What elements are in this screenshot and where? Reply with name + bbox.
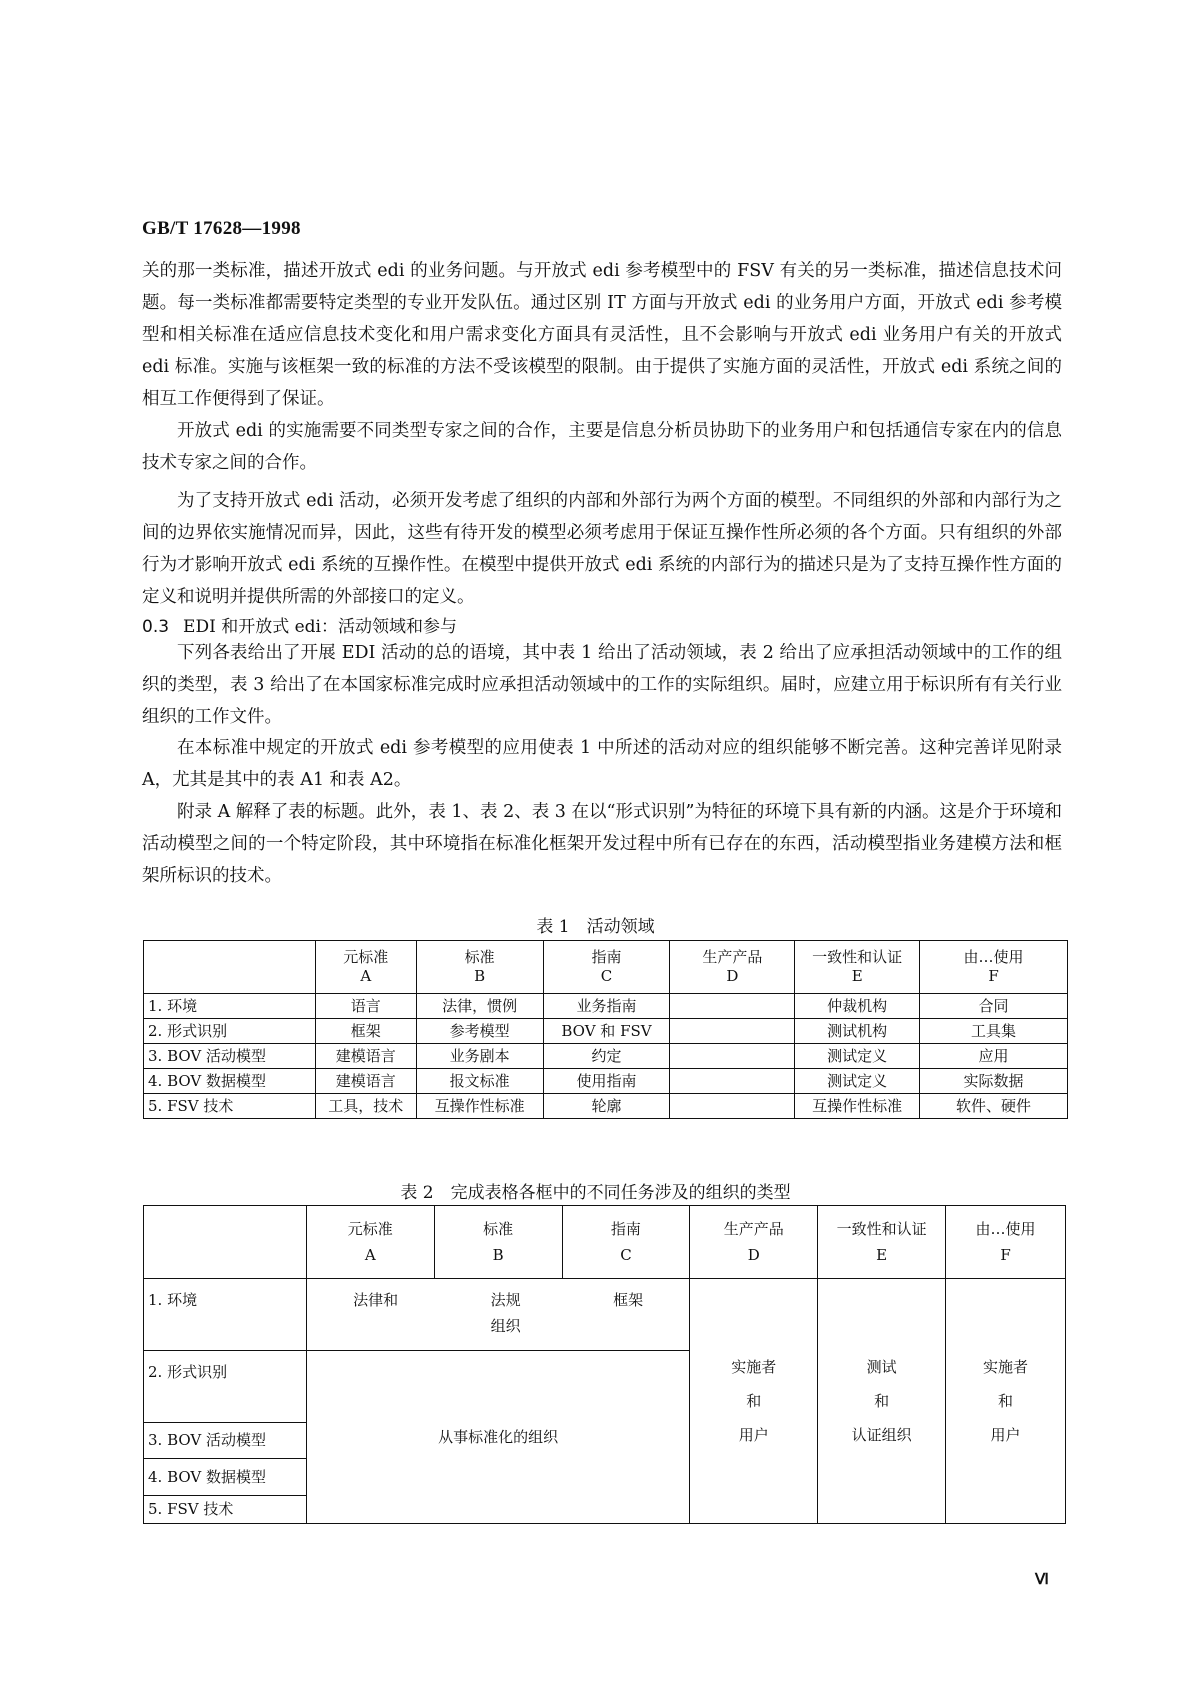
row-label: 3. BOV 活动模型: [144, 1423, 307, 1459]
table-cell: 框架: [315, 1019, 416, 1044]
table-row: [144, 994, 1068, 1019]
document-id: GB/T 17628—1998: [142, 218, 301, 239]
column-header: 标准 B: [416, 941, 543, 994]
section-number: 0.3: [142, 617, 170, 637]
column-header: 一致性和认证 E: [818, 1206, 946, 1279]
column-header: 生产产品 D: [690, 1206, 818, 1279]
table-header-row: [144, 941, 1068, 994]
table2-caption: 表 2 完成表格各框中的不同任务涉及的组织的类型: [400, 1183, 791, 1203]
environment-orgs-cell: [306, 1279, 690, 1351]
table-cell: 仲裁机构: [795, 994, 920, 1019]
env-cell-c: 框架: [613, 1291, 644, 1309]
table-cell: [670, 994, 795, 1019]
section-heading: [142, 612, 457, 637]
env-cell-b: 法规 组织: [490, 1291, 521, 1335]
table-cell: 软件、硬件: [920, 1094, 1068, 1119]
standardization-orgs-cell: 从事标准化的组织: [306, 1351, 690, 1524]
column-header: 标准 B: [434, 1206, 562, 1279]
table1-caption: 表 1 活动领域: [536, 917, 655, 937]
table-cell: 工具，技术: [315, 1094, 416, 1119]
column-header: 元标准 A: [306, 1206, 434, 1279]
row-label: 4. BOV 数据模型: [144, 1459, 307, 1496]
table-header-row: [144, 1206, 1066, 1279]
env-cell-a: 法律和: [353, 1291, 399, 1309]
table-activity-domains: [143, 940, 1068, 1119]
table-cell: 业务指南: [543, 994, 670, 1019]
table-cell: 测试机构: [795, 1019, 920, 1044]
section-paragraph-3: 附录 A 解释了表的标题。此外，表 1、表 2、表 3 在以“形式识别”为特征的环境下具有新的内涵。这是介于环境和活动模型之间的一个特定阶段，其中环境指在标准化框架开发过程中所有已存在的东西，活动模型指业务建模方法和框架所标识的技术。: [142, 802, 1062, 886]
table-row: [144, 1044, 1068, 1069]
table-cell: [670, 1019, 795, 1044]
section-title: EDI 和开放式 edi：活动领域和参与: [183, 617, 457, 637]
header-corner: [144, 941, 316, 994]
row-label: 1. 环境: [144, 994, 316, 1019]
column-header: 一致性和认证 E: [795, 941, 920, 994]
page-number: Ⅵ: [1035, 1572, 1049, 1588]
column-header: 指南 C: [562, 1206, 690, 1279]
row-label: 2. 形式识别: [144, 1019, 316, 1044]
table-cell: 互操作性标准: [416, 1094, 543, 1119]
section-paragraph-2: 在本标准中规定的开放式 edi 参考模型的应用使表 1 中所述的活动对应的组织能够不断完善。这种完善详见附录 A，尤其是其中的表 A1 和表 A2。: [142, 738, 1062, 790]
table-cell: 约定: [543, 1044, 670, 1069]
header-corner: [144, 1206, 307, 1279]
section-paragraph-1: 下列各表给出了开展 EDI 活动的总的语境，其中表 1 给出了活动领域，表 2 给出了应承担活动领域中的工作的组织的类型，表 3 给出了在本国家标准完成时应承担活动领域中的工作的实际组织。届时，应建立用于标识所有有关行业组织的工作文件。: [142, 643, 1062, 727]
table-row: [144, 1019, 1068, 1044]
table-row: [144, 1279, 1066, 1351]
table-cell: 使用指南: [543, 1069, 670, 1094]
table-cell: [670, 1094, 795, 1119]
paragraph-1: 关的那一类标准，描述开放式 edi 的业务问题。与开放式 edi 参考模型中的 FSV 有关的另一类标准，描述信息技术问题。每一类标准都需要特定类型的专业开发队伍。通过区别 IT 方面与开放式 edi 的业务用户方面，开放式 edi 参考模型和相关标准在适应信息技术变化和用户需求变化方面具有灵活性，且不会影响与开放式 edi 业务用户有关的开放式 edi 标准。实施与该框架一致的标准的方法不受该模型的限制。由于提供了实施方面的灵活性，开放式 edi 系统之间的相互工作便得到了保证。: [142, 261, 1062, 409]
row-label: 2. 形式识别: [144, 1351, 307, 1423]
table-cell: 合同: [920, 994, 1068, 1019]
table-organization-types: [143, 1205, 1066, 1524]
table-row: [144, 1069, 1068, 1094]
table-cell: 报文标准: [416, 1069, 543, 1094]
table-cell: 语言: [315, 994, 416, 1019]
table-cell: 工具集: [920, 1019, 1068, 1044]
implementers-users-cell-f: 实施者 和 用户: [946, 1279, 1066, 1524]
row-label: 3. BOV 活动模型: [144, 1044, 316, 1069]
table-cell: 测试定义: [795, 1069, 920, 1094]
column-header: 生产产品 D: [670, 941, 795, 994]
table-cell: 应用: [920, 1044, 1068, 1069]
column-header: 由…使用 F: [920, 941, 1068, 994]
table-cell: 测试定义: [795, 1044, 920, 1069]
table-cell: [670, 1069, 795, 1094]
table-cell: 互操作性标准: [795, 1094, 920, 1119]
table-row: [144, 1094, 1068, 1119]
table-cell: [670, 1044, 795, 1069]
paragraph-2: 开放式 edi 的实施需要不同类型专家之间的合作，主要是信息分析员协助下的业务用户和包括通信专家在内的信息技术专家之间的合作。: [142, 421, 1062, 473]
table-cell: BOV 和 FSV: [543, 1019, 670, 1044]
table-cell: 实际数据: [920, 1069, 1068, 1094]
column-header: 元标准 A: [315, 941, 416, 994]
row-label: 5. FSV 技术: [144, 1496, 307, 1524]
table-cell: 法律，惯例: [416, 994, 543, 1019]
testing-certification-cell: 测试 和 认证组织: [818, 1279, 946, 1524]
table-cell: 参考模型: [416, 1019, 543, 1044]
table-cell: 建模语言: [315, 1044, 416, 1069]
row-label: 4. BOV 数据模型: [144, 1069, 316, 1094]
column-header: 由…使用 F: [946, 1206, 1066, 1279]
row-label: 1. 环境: [144, 1279, 307, 1351]
table-cell: 建模语言: [315, 1069, 416, 1094]
table-cell: 轮廓: [543, 1094, 670, 1119]
implementers-users-cell: 实施者 和 用户: [690, 1279, 818, 1524]
column-header: 指南 C: [543, 941, 670, 994]
row-label: 5. FSV 技术: [144, 1094, 316, 1119]
paragraph-3: 为了支持开放式 edi 活动，必须开发考虑了组织的内部和外部行为两个方面的模型。不同组织的外部和内部行为之间的边界依实施情况而异，因此，这些有待开发的模型必须考虑用于保证互操作性所必须的各个方面。只有组织的外部行为才影响开放式 edi 系统的互操作性。在模型中提供开放式 edi 系统的内部行为的描述只是为了支持互操作性方面的定义和说明并提供所需的外部接口的定义。: [142, 491, 1062, 607]
table-cell: 业务剧本: [416, 1044, 543, 1069]
